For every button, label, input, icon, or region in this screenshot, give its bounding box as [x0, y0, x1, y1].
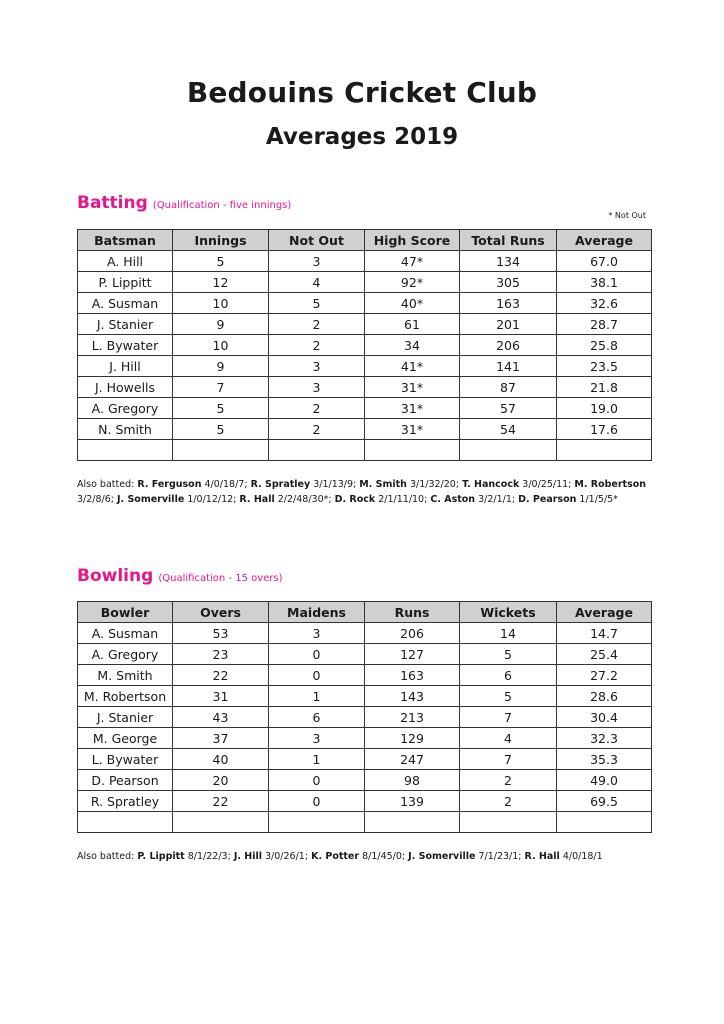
table-row — [78, 314, 652, 335]
bowling-column-header: Wickets — [460, 602, 557, 623]
table-cell: 20 — [173, 770, 269, 791]
table-cell: 247 — [365, 749, 460, 770]
table-cell: 69.5 — [557, 791, 652, 812]
table-cell: 22 — [173, 665, 269, 686]
table-cell: 2 — [460, 791, 557, 812]
table-cell: 7 — [173, 377, 269, 398]
table-cell: 37 — [173, 728, 269, 749]
batting-column-header: High Score — [365, 230, 460, 251]
player-figures: 2/1/11/10; — [378, 494, 428, 505]
table-cell: 23.5 — [557, 356, 652, 377]
table-cell: A. Susman — [78, 293, 173, 314]
table-cell: 31* — [365, 398, 460, 419]
table-cell — [269, 440, 365, 461]
table-cell: 5 — [173, 251, 269, 272]
bowling-column-header: Runs — [365, 602, 460, 623]
player-figures: 1/0/12/12; — [187, 494, 237, 505]
table-cell: 38.1 — [557, 272, 652, 293]
bowling-column-header: Bowler — [78, 602, 173, 623]
table-cell: 47* — [365, 251, 460, 272]
table-cell: 163 — [460, 293, 557, 314]
table-row — [78, 293, 652, 314]
table-cell: 305 — [460, 272, 557, 293]
table-row — [78, 440, 652, 461]
table-cell: 3 — [269, 251, 365, 272]
table-cell: R. Spratley — [78, 791, 173, 812]
table-cell: 40* — [365, 293, 460, 314]
bowling-qualification: (Qualification - 15 overs) — [158, 573, 283, 584]
player-name: C. Aston — [430, 494, 476, 505]
table-row — [78, 728, 652, 749]
table-cell: 49.0 — [557, 770, 652, 791]
bowling-heading — [77, 566, 283, 586]
table-cell: 5 — [173, 398, 269, 419]
table-cell: 12 — [173, 272, 269, 293]
table-cell — [460, 812, 557, 833]
table-cell — [173, 440, 269, 461]
table-cell: 0 — [269, 665, 365, 686]
batting-heading — [77, 193, 291, 213]
table-cell: 3 — [269, 356, 365, 377]
table-cell: 2 — [269, 398, 365, 419]
table-cell: 92* — [365, 272, 460, 293]
table-cell: 0 — [269, 791, 365, 812]
table-cell: P. Lippitt — [78, 272, 173, 293]
table-cell: 0 — [269, 644, 365, 665]
table-cell: A. Susman — [78, 623, 173, 644]
table-cell: 21.8 — [557, 377, 652, 398]
player-figures: 3/2/1/1; — [478, 494, 516, 505]
player-figures: 3/0/26/1; — [265, 851, 309, 862]
table-cell: 4 — [269, 272, 365, 293]
table-cell: 9 — [173, 314, 269, 335]
table-cell: 23 — [173, 644, 269, 665]
table-cell: 0 — [269, 770, 365, 791]
table-row — [78, 377, 652, 398]
table-cell: 34 — [365, 335, 460, 356]
table-row — [78, 707, 652, 728]
player-name: R. Ferguson — [137, 479, 202, 490]
table-cell: 67.0 — [557, 251, 652, 272]
bowling-table — [77, 601, 652, 833]
table-row — [78, 749, 652, 770]
batting-qualification: (Qualification - five innings) — [152, 200, 292, 211]
table-cell — [365, 440, 460, 461]
table-cell: 213 — [365, 707, 460, 728]
table-cell: 206 — [460, 335, 557, 356]
player-name: K. Potter — [311, 851, 360, 862]
table-cell: 22 — [173, 791, 269, 812]
table-cell — [78, 812, 173, 833]
batting-column-header: Not Out — [269, 230, 365, 251]
table-cell: J. Howells — [78, 377, 173, 398]
table-cell: 40 — [173, 749, 269, 770]
player-name: P. Lippitt — [137, 851, 185, 862]
table-row — [78, 686, 652, 707]
player-figures: 3/0/25/11; — [522, 479, 572, 490]
table-cell: 139 — [365, 791, 460, 812]
player-figures: 2/2/48/30*; — [277, 494, 332, 505]
also-batted-label: Also batted: — [77, 851, 135, 862]
table-cell — [460, 440, 557, 461]
table-cell: 10 — [173, 335, 269, 356]
table-cell: L. Bywater — [78, 749, 173, 770]
table-cell: 4 — [460, 728, 557, 749]
player-name: R. Spratley — [250, 479, 311, 490]
player-figures: 3/1/32/20; — [409, 479, 460, 490]
player-figures: 8/1/45/0; — [362, 851, 406, 862]
player-name: R. Hall — [239, 494, 275, 505]
player-figures: 3/1/13/9; — [313, 479, 357, 490]
table-cell: 32.3 — [557, 728, 652, 749]
table-cell — [557, 812, 652, 833]
table-row — [78, 623, 652, 644]
table-cell: 163 — [365, 665, 460, 686]
bowling-column-header: Overs — [173, 602, 269, 623]
table-cell: 28.7 — [557, 314, 652, 335]
table-cell: 9 — [173, 356, 269, 377]
table-cell: 25.8 — [557, 335, 652, 356]
table-row — [78, 251, 652, 272]
table-cell — [557, 440, 652, 461]
player-name: J. Hill — [233, 851, 262, 862]
player-name: M. Smith — [359, 479, 407, 490]
table-cell: 87 — [460, 377, 557, 398]
table-cell: 30.4 — [557, 707, 652, 728]
batting-column-header: Total Runs — [460, 230, 557, 251]
table-cell: 28.6 — [557, 686, 652, 707]
table-cell: 43 — [173, 707, 269, 728]
table-cell: A. Gregory — [78, 398, 173, 419]
table-row — [78, 272, 652, 293]
player-name: D. Pearson — [518, 494, 577, 505]
batting-also-batted — [77, 477, 657, 507]
table-cell: 57 — [460, 398, 557, 419]
table-cell: M. Robertson — [78, 686, 173, 707]
batting-table — [77, 229, 652, 461]
table-cell: 5 — [460, 644, 557, 665]
table-cell: 5 — [269, 293, 365, 314]
table-cell: J. Stanier — [78, 314, 173, 335]
batting-column-header: Batsman — [78, 230, 173, 251]
player-name: J. Somerville — [117, 494, 185, 505]
table-cell: 5 — [173, 419, 269, 440]
table-cell: 61 — [365, 314, 460, 335]
table-cell: 27.2 — [557, 665, 652, 686]
table-cell: 98 — [365, 770, 460, 791]
player-name: T. Hancock — [462, 479, 520, 490]
table-cell: 206 — [365, 623, 460, 644]
table-cell: 127 — [365, 644, 460, 665]
table-cell: 5 — [460, 686, 557, 707]
table-row — [78, 335, 652, 356]
table-cell: 2 — [269, 335, 365, 356]
batting-column-header: Innings — [173, 230, 269, 251]
table-cell: 134 — [460, 251, 557, 272]
table-cell: 143 — [365, 686, 460, 707]
table-cell: 54 — [460, 419, 557, 440]
table-cell: 31* — [365, 377, 460, 398]
table-cell: 1 — [269, 749, 365, 770]
table-cell: 3 — [269, 377, 365, 398]
batting-column-header: Average — [557, 230, 652, 251]
table-cell: 10 — [173, 293, 269, 314]
table-cell: A. Hill — [78, 251, 173, 272]
table-cell: 14.7 — [557, 623, 652, 644]
table-cell — [78, 440, 173, 461]
player-name: R. Hall — [524, 851, 560, 862]
table-cell: D. Pearson — [78, 770, 173, 791]
table-cell: 25.4 — [557, 644, 652, 665]
table-row — [78, 419, 652, 440]
bowling-column-header: Average — [557, 602, 652, 623]
table-cell: L. Bywater — [78, 335, 173, 356]
player-figures: 3/2/8/6; — [77, 494, 114, 505]
table-cell: 17.6 — [557, 419, 652, 440]
table-row — [78, 356, 652, 377]
table-row — [78, 644, 652, 665]
table-cell: 7 — [460, 707, 557, 728]
table-row — [78, 398, 652, 419]
table-cell: 3 — [269, 623, 365, 644]
table-cell — [365, 812, 460, 833]
table-cell: 14 — [460, 623, 557, 644]
player-figures: 4/0/18/1 — [562, 851, 603, 862]
also-batted-label: Also batted: — [77, 479, 135, 490]
bowling-column-header: Maidens — [269, 602, 365, 623]
table-row — [78, 770, 652, 791]
table-cell: 1 — [269, 686, 365, 707]
table-cell: 35.3 — [557, 749, 652, 770]
batting-header-row — [78, 230, 652, 251]
table-cell — [269, 812, 365, 833]
bowling-title: Bowling — [77, 566, 154, 586]
player-name: J. Somerville — [408, 851, 476, 862]
table-cell: A. Gregory — [78, 644, 173, 665]
table-cell: 201 — [460, 314, 557, 335]
table-cell: 2 — [460, 770, 557, 791]
table-cell: 6 — [460, 665, 557, 686]
bowling-also-batted — [77, 849, 657, 864]
table-row — [78, 812, 652, 833]
player-name: M. Robertson — [574, 479, 647, 490]
table-cell: J. Hill — [78, 356, 173, 377]
table-cell — [173, 812, 269, 833]
table-cell: 2 — [269, 314, 365, 335]
table-cell: M. George — [78, 728, 173, 749]
batting-body — [78, 251, 652, 461]
player-name: D. Rock — [334, 494, 376, 505]
player-figures: 4/0/18/7; — [204, 479, 248, 490]
table-cell: 32.6 — [557, 293, 652, 314]
table-cell: 7 — [460, 749, 557, 770]
table-cell: 19.0 — [557, 398, 652, 419]
table-cell: N. Smith — [78, 419, 173, 440]
player-figures: 1/1/5/5* — [579, 494, 618, 505]
batting-title: Batting — [77, 193, 148, 213]
table-cell: 53 — [173, 623, 269, 644]
table-cell: J. Stanier — [78, 707, 173, 728]
table-cell: 141 — [460, 356, 557, 377]
table-cell: 41* — [365, 356, 460, 377]
table-cell: 6 — [269, 707, 365, 728]
table-row — [78, 665, 652, 686]
bowling-body — [78, 623, 652, 833]
page-title: Bedouins Cricket Club — [186, 76, 538, 109]
page-subtitle: Averages 2019 — [265, 124, 459, 150]
table-row — [78, 791, 652, 812]
table-cell: M. Smith — [78, 665, 173, 686]
player-figures: 8/1/22/3; — [187, 851, 231, 862]
not-out-note: * Not Out — [608, 211, 646, 220]
table-cell: 31* — [365, 419, 460, 440]
table-cell: 129 — [365, 728, 460, 749]
player-figures: 7/1/23/1; — [478, 851, 522, 862]
table-cell: 3 — [269, 728, 365, 749]
table-cell: 2 — [269, 419, 365, 440]
bowling-header-row — [78, 602, 652, 623]
table-cell: 31 — [173, 686, 269, 707]
